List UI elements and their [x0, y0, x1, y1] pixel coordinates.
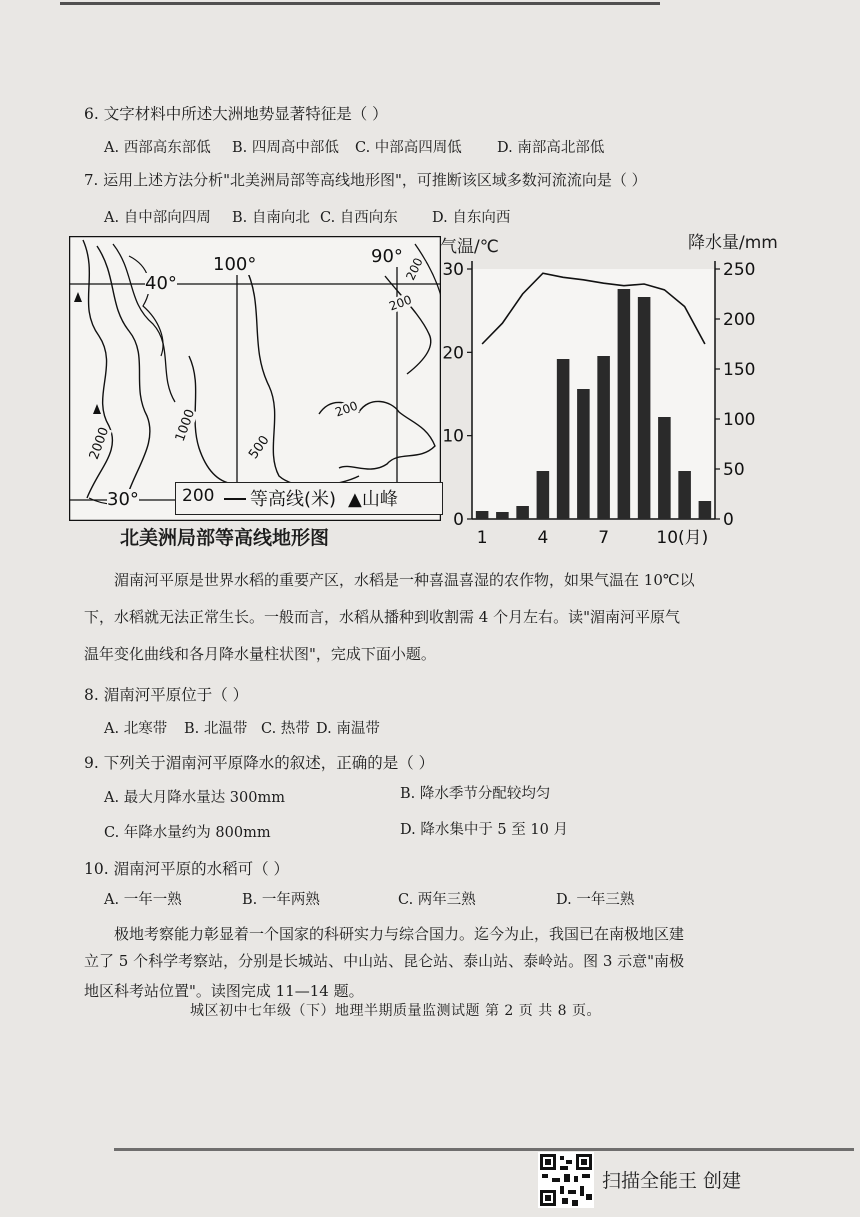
passage-rice-cont — [84, 599, 756, 673]
question-7-stem: 7. 运用上述方法分析"北美洲局部等高线地形图"，可推断该区域多数河流流向是（ ） — [84, 171, 647, 189]
precip-bar-month-10 — [658, 417, 671, 519]
precip-bar-month-7 — [597, 356, 610, 519]
question-7-option-d: D. 自东向西 — [432, 210, 511, 226]
question-8-stem: 8. 湄南河平原位于（ ） — [84, 686, 249, 704]
watermark-text: 扫描全能王 创建 — [602, 1170, 742, 1192]
precip-tick-label: 50 — [723, 460, 745, 480]
map-title: 北美洲局部等高线地形图 — [120, 527, 330, 549]
temp-tick-label: 0 — [453, 510, 464, 530]
precip-bar-month-4 — [537, 471, 550, 519]
passage-polar-line-2: 立了 5 个科学考察站，分别是长城站、中山站、昆仑站、泰山站、泰岭站。图 3 示意"南极 — [84, 952, 685, 970]
precip-bar-month-6 — [577, 389, 590, 519]
question-10-stem: 10. 湄南河平原的水稻可（ ） — [84, 860, 290, 878]
legend-peak-label: ▲山峰 — [348, 489, 398, 510]
contour-label-500: 500 — [246, 433, 273, 462]
longitude-100-label: 100° — [213, 254, 257, 275]
page-footer: 城区初中七年级（下）地理半期质量监测试题 第 2 页 共 8 页。 — [190, 1003, 602, 1019]
precip-bar-month-8 — [618, 289, 631, 519]
question-8-option-c: C. 热带 — [261, 721, 310, 737]
passage-rice-line-2: 下，水稻就无法正常生长。一般而言，水稻从播种到收割需 4 个月左右。读"湄南河平原气 — [84, 608, 680, 626]
qr-code-icon — [538, 1152, 594, 1208]
month-tick-label: 10(月) — [656, 528, 709, 548]
question-6-option-a: A. 西部高东部低 — [104, 140, 211, 156]
precip-bar-month-3 — [516, 506, 529, 519]
precip-tick-label: 150 — [723, 360, 756, 380]
month-tick-label: 4 — [537, 528, 549, 548]
contour-label-2000: 2000 — [86, 425, 113, 462]
contour-label-1000: 1000 — [172, 407, 199, 444]
chart-right-axis-title: 降水量/mm — [688, 233, 778, 253]
temp-tick-label: 10 — [442, 426, 464, 447]
precip-bar-month-12 — [699, 501, 712, 519]
precip-tick-label: 250 — [723, 260, 756, 280]
page-top-edge — [60, 2, 660, 5]
map-legend — [175, 482, 443, 515]
chart-left-axis-title: 气温/℃ — [440, 237, 499, 257]
question-8-option-a: A. 北寒带 — [104, 721, 168, 737]
map-frame — [70, 237, 441, 521]
north-america-contour-map — [69, 236, 441, 521]
question-7-option-c: C. 自西向东 — [320, 210, 398, 226]
precip-bar-month-11 — [678, 471, 691, 519]
latitude-30-label: 30° — [107, 489, 139, 510]
precip-bar-month-9 — [638, 297, 651, 519]
climate-chart-plot — [440, 228, 800, 558]
question-6-option-c: C. 中部高四周低 — [355, 140, 462, 156]
latitude-40-label: 40° — [145, 273, 177, 294]
question-7-option-b: B. 自南向北 — [232, 210, 310, 226]
question-9-option-c: C. 年降水量约为 800mm — [104, 825, 271, 841]
contour-label-200-south: 200 — [333, 398, 360, 420]
contour-label-200-northeast: 200 — [403, 255, 426, 283]
question-6-option-b: B. 四周高中部低 — [232, 140, 339, 156]
page-bottom-edge — [114, 1148, 854, 1151]
legend-contour-symbol — [224, 498, 246, 500]
question-9-stem: 9. 下列关于湄南河平原降水的叙述，正确的是（ ） — [84, 754, 435, 772]
question-8-option-d: D. 南温带 — [316, 721, 380, 737]
passage-polar-cont — [84, 946, 756, 1006]
passage-polar-line-3: 地区科考站位置"。读图完成 11—14 题。 — [84, 982, 364, 1000]
precip-bar-month-5 — [557, 359, 570, 519]
precip-bar-month-1 — [476, 511, 489, 519]
legend-contour-value: 200 — [182, 486, 215, 506]
question-9-option-a: A. 最大月降水量达 300mm — [104, 790, 285, 806]
legend-contour-label: 等高线(米) — [250, 489, 337, 510]
precip-tick-label: 100 — [723, 410, 756, 430]
passage-rice-line-1: 湄南河平原是世界水稻的重要产区，水稻是一种喜温喜湿的农作物，如果气温在 10℃以 — [114, 571, 695, 589]
passage-polar-line-1: 极地考察能力彰显着一个国家的科研实力与综合国力。迄今为止，我国已在南极地区建 — [114, 925, 685, 943]
question-10-option-b: B. 一年两熟 — [242, 892, 320, 908]
question-9-option-b: B. 降水季节分配较均匀 — [400, 786, 551, 802]
question-10-option-c: C. 两年三熟 — [398, 892, 476, 908]
question-6-option-d: D. 南部高北部低 — [497, 140, 605, 156]
climate-chart — [440, 228, 800, 558]
question-8-option-b: B. 北温带 — [184, 721, 248, 737]
precip-tick-label: 200 — [723, 310, 756, 330]
passage-rice — [84, 562, 756, 599]
contour-label-200-east: 200 — [387, 292, 414, 314]
question-10-option-d: D. 一年三熟 — [556, 892, 635, 908]
question-7-option-a: A. 自中部向四周 — [104, 210, 211, 226]
contour-map-drawing — [69, 236, 441, 521]
temp-tick-label: 30 — [442, 260, 464, 280]
question-10-option-a: A. 一年一熟 — [104, 892, 182, 908]
precip-bar-month-2 — [496, 512, 509, 519]
month-tick-label: 7 — [598, 528, 610, 548]
question-9-option-d: D. 降水集中于 5 至 10 月 — [400, 822, 568, 838]
question-6-stem: 6. 文字材料中所述大洲地势显著特征是（ ） — [84, 105, 388, 123]
temp-tick-label: 20 — [442, 343, 464, 364]
month-tick-label: 1 — [476, 528, 488, 548]
precip-tick-label: 0 — [723, 510, 734, 530]
longitude-90-label: 90° — [371, 246, 403, 267]
passage-rice-line-3: 温年变化曲线和各月降水量柱状图"，完成下面小题。 — [84, 645, 436, 663]
